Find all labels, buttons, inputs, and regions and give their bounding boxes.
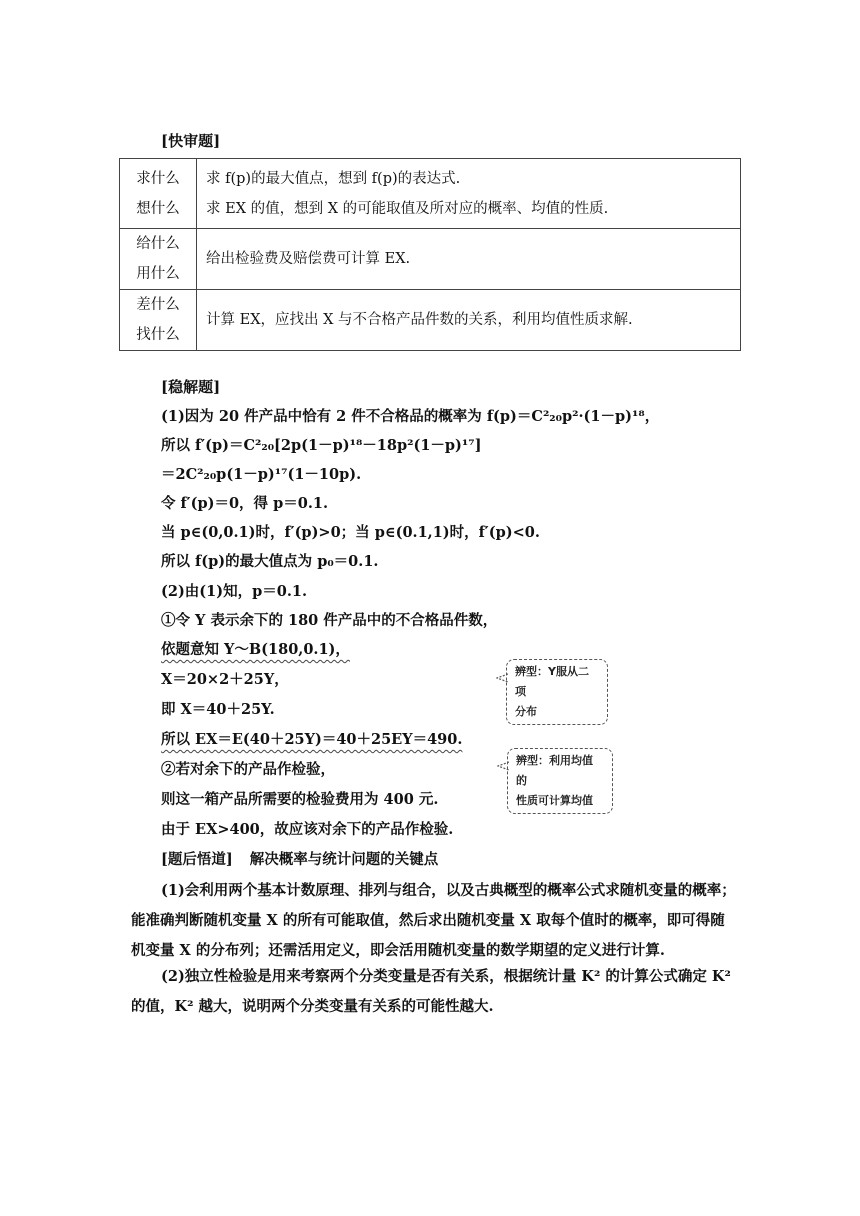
row-content (197, 290, 741, 351)
row-label-line: 想什么 (136, 200, 180, 217)
solution-line: 则这一箱产品所需要的检验费用为 400 元. (161, 791, 439, 808)
solution-line: X＝20×2＋25Y， (161, 671, 289, 688)
callout-mean-property (507, 748, 613, 814)
solution-heading: [稳解题] (161, 378, 221, 396)
callout-line: 性质可计算均值 (516, 794, 593, 807)
insight-heading: [题后悟道] (161, 851, 233, 868)
solution-line: ②若对余下的产品作检验， (161, 761, 335, 778)
row-content (197, 159, 741, 229)
row-label (120, 159, 197, 229)
row-content-line: 求 f(p)的最大值点，想到 f(p)的表达式. (206, 170, 461, 187)
solution-line: (2)由(1)知，p＝0.1. (161, 583, 308, 600)
row-label-line: 用什么 (136, 266, 180, 282)
row-label-line: 给什么 (136, 236, 180, 252)
table-row (120, 159, 741, 229)
solution-line: 所以 EX＝E(40＋25Y)＝40＋25EY＝490. (161, 731, 463, 748)
row-content-line: 给出检验费及赔偿费可计算 EX. (206, 251, 411, 267)
solution-line: 所以 f′(p)＝C²₂₀[2p(1－p)¹⁸－18p²(1－p)¹⁷] (161, 437, 482, 454)
solution-line: (1)因为 20 件产品中恰有 2 件不合格品的概率为 f(p)＝C²₂₀p²·(1－p)¹⁸， (161, 408, 660, 425)
table-row (120, 229, 741, 290)
solution-line: 令 f′(p)＝0，得 p＝0.1. (161, 495, 329, 512)
table-row (120, 290, 741, 351)
solution-line: 由于 EX>400，故应该对余下的产品作检验. (161, 821, 454, 838)
callout-line: 辨型：Y服从二项 (515, 665, 589, 698)
insight-header (161, 848, 438, 869)
row-label (120, 229, 197, 290)
row-content-line: 计算 EX，应找出 X 与不合格产品件数的关系，利用均值性质求解. (206, 312, 633, 328)
solution-line: 当 p∈(0,0.1)时，f′(p)>0；当 p∈(0.1,1)时，f′(p)<0. (161, 524, 540, 541)
row-label (120, 290, 197, 351)
quick-review-heading: [快审题] (161, 132, 221, 150)
insight-paragraph-1: (1)会利用两个基本计数原理、排列与组合，以及古典概型的概率公式求随机变量的概率；能准确判断随机变量 X 的所有可能取值，然后求出随机变量 X 取每个值时的概率，即可得随机变量 X 的分布列；还需活用定义，即会活用随机变量的数学期望的定义进行计算. (131, 882, 736, 959)
row-label-line: 差什么 (136, 297, 180, 313)
insight-paragraph-2: (2)独立性检验是用来考察两个分类变量是否有关系，根据统计量 K² 的计算公式确定 K² 的值，K² 越大，说明两个分类变量有关系的可能性越大. (131, 968, 731, 1015)
row-label-line: 找什么 (136, 327, 180, 343)
quick-review-table (119, 158, 741, 351)
callout-line: 辨型：利用均值的 (516, 754, 593, 787)
row-content (197, 229, 741, 290)
row-content-line: 求 EX 的值，想到 X 的可能取值及所对应的概率、均值的性质. (206, 200, 609, 217)
solution-line: 即 X＝40＋25Y. (161, 701, 275, 718)
solution-line: ①令 Y 表示余下的 180 件产品中的不合格品件数， (161, 612, 498, 629)
row-label-line: 求什么 (136, 170, 180, 187)
callout-line: 分布 (515, 705, 537, 718)
solution-line: 依题意知 Y～B(180,0.1)， (161, 641, 350, 658)
insight-title: 解决概率与统计问题的关键点 (249, 851, 439, 868)
solution-line: ＝2C²₂₀p(1－p)¹⁷(1－10p). (161, 466, 362, 483)
callout-binomial (506, 659, 608, 725)
solution-line: 所以 f(p)的最大值点为 p₀＝0.1. (161, 553, 379, 570)
